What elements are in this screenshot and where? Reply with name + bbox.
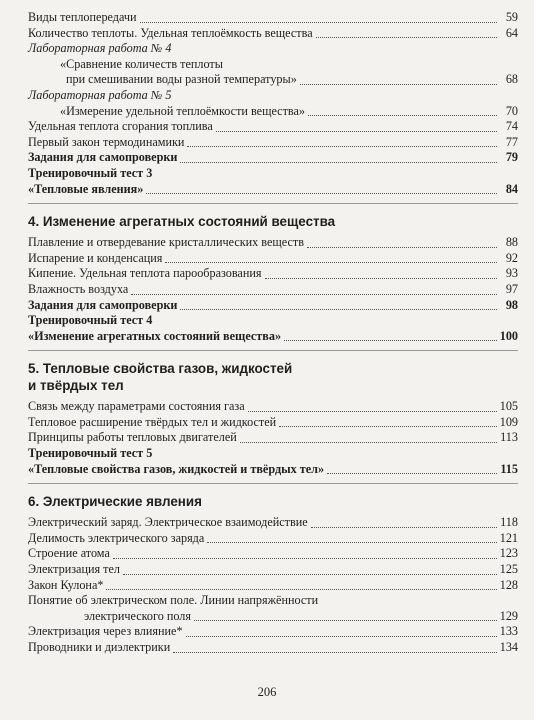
toc-entry (28, 640, 518, 656)
section-divider (28, 203, 518, 204)
toc-entry (28, 10, 518, 26)
toc-entry-page: 118 (500, 515, 518, 530)
toc-entry-title: при смешивании воды разной температуры» (66, 72, 297, 87)
section-heading-line2: и твёрдых тел (28, 378, 124, 394)
toc-entry-page: 121 (499, 530, 518, 545)
toc-entry-title: «Тепловые свойства газов, жидкостей и твёрдых тел» (28, 461, 325, 476)
toc-entry (28, 26, 518, 42)
dot-leader (327, 473, 497, 474)
training-test-5-title: Тренировочный тест 5 (28, 446, 153, 461)
dot-leader (316, 37, 497, 38)
toc-entry-page: 134 (499, 640, 518, 654)
toc-entry-title: Принципы работы тепловых двигателей (28, 430, 237, 445)
toc-entry (28, 624, 518, 640)
toc-entry (28, 531, 518, 547)
toc-entry-page: 59 (505, 10, 518, 24)
dot-leader (165, 262, 497, 263)
toc-entry-page: 113 (500, 430, 518, 445)
toc-entry (28, 235, 518, 251)
toc-entry-page: 125 (499, 562, 518, 577)
dot-leader (284, 340, 497, 341)
toc-entry-page: 74 (505, 119, 518, 134)
toc-entry (28, 609, 518, 625)
toc-entry-title: Первый закон термодинамики (28, 134, 185, 149)
dot-leader (180, 162, 497, 163)
dot-leader (216, 131, 497, 132)
section-divider (28, 483, 518, 484)
toc-entry-page: 84 (505, 181, 518, 196)
toc-entry-page: 68 (505, 72, 518, 87)
section-divider (28, 350, 518, 351)
toc-entry (28, 182, 518, 198)
toc-entry-page: 93 (505, 266, 518, 281)
toc-entry-page: 88 (505, 235, 518, 250)
toc-entry-page: 128 (499, 577, 518, 592)
toc-entry-title: Плавление и отвердевание кристаллических веществ (28, 235, 304, 250)
dot-leader (311, 527, 497, 528)
dot-leader (113, 558, 497, 559)
toc-entry (28, 251, 518, 267)
toc-entry-page: 109 (499, 414, 518, 429)
dot-leader (173, 652, 496, 653)
section-heading (28, 360, 518, 394)
toc-entry-page: 70 (505, 103, 518, 118)
table-of-contents (28, 10, 518, 656)
toc-entry-page: 97 (505, 281, 518, 296)
page-number: 206 (257, 685, 277, 699)
dot-leader (279, 426, 497, 427)
toc-entry-page: 123 (499, 546, 518, 561)
toc-entry-line1: Понятие об электрическом поле. Линии напряжённости (28, 593, 319, 608)
dot-leader (248, 411, 497, 412)
dot-leader (131, 294, 497, 295)
dot-leader (194, 620, 497, 621)
toc-entry-title: Проводники и диэлектрики (28, 640, 171, 654)
toc-entry (28, 462, 518, 478)
toc-entry-title: Виды теплопередачи (28, 10, 137, 24)
dot-leader (186, 636, 497, 637)
toc-entry-page: 115 (500, 461, 518, 476)
dot-leader (308, 115, 497, 116)
toc-entry-title: Делимость электрического заряда (28, 530, 205, 545)
toc-entry (28, 150, 518, 166)
dot-leader (146, 193, 497, 194)
section-heading: 4. Изменение агрегатных состояний вещества (28, 214, 336, 230)
dot-leader (207, 542, 496, 543)
toc-entry (28, 266, 518, 282)
toc-entry (28, 430, 518, 446)
toc-entry-title: электрического поля (84, 608, 191, 623)
toc-entry-title: Задания для самопроверки (28, 297, 178, 312)
toc-entry-page: 98 (505, 297, 518, 312)
toc-entry-page: 105 (499, 399, 518, 414)
toc-entry-title: «Тепловые явления» (28, 181, 144, 196)
toc-entry-page: 92 (505, 250, 518, 265)
dot-leader (307, 247, 497, 248)
toc-entry-title: Строение атома (28, 546, 110, 561)
toc-entry-title: Задания для самопроверки (28, 150, 178, 165)
dot-leader (106, 589, 496, 590)
toc-entry (28, 298, 518, 314)
section-heading-line1: 5. Тепловые свойства газов, жидкостей (28, 361, 293, 377)
toc-entry-title: Количество теплоты. Удельная теплоёмкость вещества (28, 25, 313, 40)
toc-entry-title: Испарение и конденсация (28, 250, 163, 265)
dot-leader (140, 22, 497, 23)
lab-work-4-title: Лабораторная работа № 4 (28, 41, 172, 56)
training-test-3-title: Тренировочный тест 3 (28, 165, 153, 180)
toc-entry-title: Тепловое расширение твёрдых тел и жидкостей (28, 414, 277, 429)
section-heading: 6. Электрические явления (28, 494, 202, 510)
toc-entry-title: «Изменение агрегатных состояний вещества» (28, 328, 282, 343)
dot-leader (240, 442, 497, 443)
toc-entry (28, 546, 518, 562)
toc-entry (28, 399, 518, 415)
toc-entry (28, 562, 518, 578)
toc-entry-title: Электризация тел (28, 562, 120, 577)
toc-entry-title: Влажность воздуха (28, 281, 129, 296)
toc-entry-title: Закон Кулона* (28, 577, 104, 592)
toc-entry (28, 72, 518, 88)
toc-entry-title: Связь между параметрами состояния газа (28, 399, 245, 414)
toc-entry (28, 135, 518, 151)
toc-entry-page: 100 (499, 328, 518, 343)
lab-work-4-line1: «Сравнение количеств теплоты (60, 56, 223, 71)
toc-entry-page: 64 (505, 25, 518, 40)
dot-leader (265, 278, 498, 279)
toc-entry (28, 515, 518, 531)
toc-entry (28, 282, 518, 298)
dot-leader (123, 574, 497, 575)
dot-leader (180, 309, 497, 310)
toc-entry-title: «Измерение удельной теплоёмкости вещества» (60, 103, 306, 118)
toc-entry (28, 578, 518, 594)
toc-entry (28, 104, 518, 120)
toc-entry-title: Электрический заряд. Электрическое взаимодействие (28, 515, 308, 530)
toc-entry (28, 329, 518, 345)
dot-leader (300, 84, 497, 85)
toc-entry-page: 77 (505, 134, 518, 149)
toc-entry-title: Кипение. Удельная теплота парообразования (28, 266, 262, 281)
toc-entry-page: 79 (505, 150, 518, 165)
dot-leader (187, 146, 497, 147)
toc-entry (28, 415, 518, 431)
training-test-4-title: Тренировочный тест 4 (28, 313, 153, 328)
toc-entry-page: 129 (499, 608, 518, 623)
toc-entry (28, 119, 518, 135)
toc-entry-page: 133 (499, 624, 518, 639)
lab-work-5-title: Лабораторная работа № 5 (28, 87, 172, 102)
toc-entry-title: Удельная теплота сгорания топлива (28, 119, 213, 134)
toc-entry-title: Электризация через влияние* (28, 624, 183, 639)
